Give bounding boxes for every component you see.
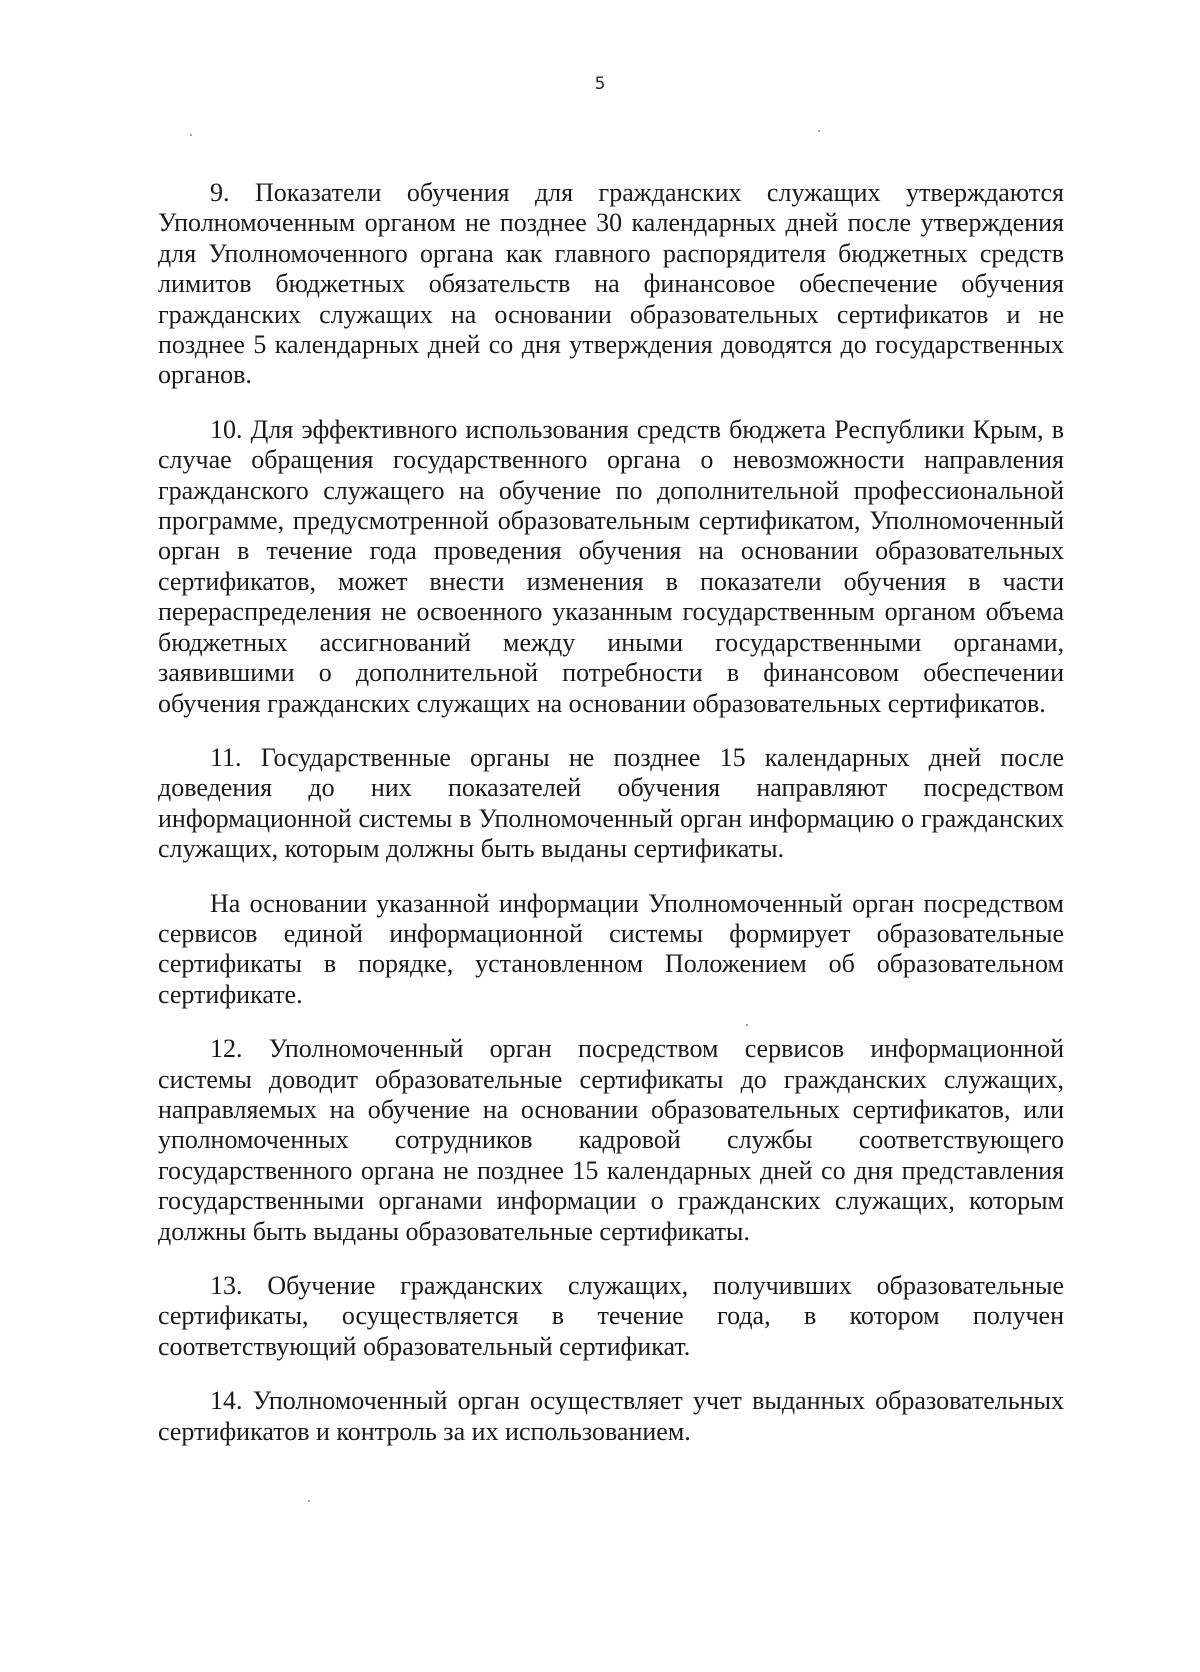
- scan-speck: [308, 1500, 310, 1502]
- paragraph-14: 14. Уполномоченный орган осуществляет учет выданных образовательных сертификатов и контроль за их использованием.: [158, 1386, 1064, 1446]
- paragraph-10: 10. Для эффективного использования средств бюджета Республики Крым, в случае обращения государственного органа о невозможности направления гражданского служащего на обучение по дополнительной профессиональной программе, предусмотренной образовательным сертификатом, Уполномоченный орган в течение года проведения обучения на основании образовательных сертификатов, может внести изменения в показатели обучения в части перераспределения не освоенного указанным государственным органом объема бюджетных ассигнований между иными государственными органами, заявившими о дополнительной потребности в финансовом обеспечении обучения гражданских служащих на основании образовательных сертификатов.: [158, 414, 1064, 718]
- paragraph-11: 11. Государственные органы не позднее 15 календарных дней после доведения до них показателей обучения направляют посредством информационной системы в Уполномоченный орган информацию о гражданских служащих, которым должны быть выданы сертификаты.: [158, 742, 1064, 864]
- page-number: 5: [594, 74, 606, 94]
- document-body: [158, 178, 1064, 1471]
- paragraph-13: 13. Обучение гражданских служащих, получивших образовательные сертификаты, осуществляется в течение года, в котором получен соответствующий образовательный сертификат.: [158, 1271, 1064, 1361]
- paragraph-11-continuation: На основании указанной информации Уполномоченный орган посредством сервисов единой информационной системы формирует образовательные сертификаты в порядке, установленном Положением об образовательном сертификате.: [158, 888, 1064, 1009]
- scan-speck: [190, 134, 192, 136]
- paragraph-9: 9. Показатели обучения для гражданских служащих утверждаются Уполномоченным органом не позднее 30 календарных дней после утверждения для Уполномоченного органа как главного распорядителя бюджетных средств лимитов бюджетных обязательств на финансовое обеспечение обучения гражданских служащих на основании образовательных сертификатов и не позднее 5 календарных дней со дня утверждения доводятся до государственных органов.: [158, 178, 1064, 390]
- scan-speck: [818, 130, 820, 132]
- paragraph-12: 12. Уполномоченный орган посредством сервисов информационной системы доводит образовательные сертификаты до гражданских служащих, направляемых на обучение на основании образовательных сертификатов, или уполномоченных сотрудников кадровой службы соответствующего государственного органа не позднее 15 календарных дней со дня представления государственными органами информации о гражданских служащих, которым должны быть выданы образовательные сертификаты.: [158, 1034, 1064, 1246]
